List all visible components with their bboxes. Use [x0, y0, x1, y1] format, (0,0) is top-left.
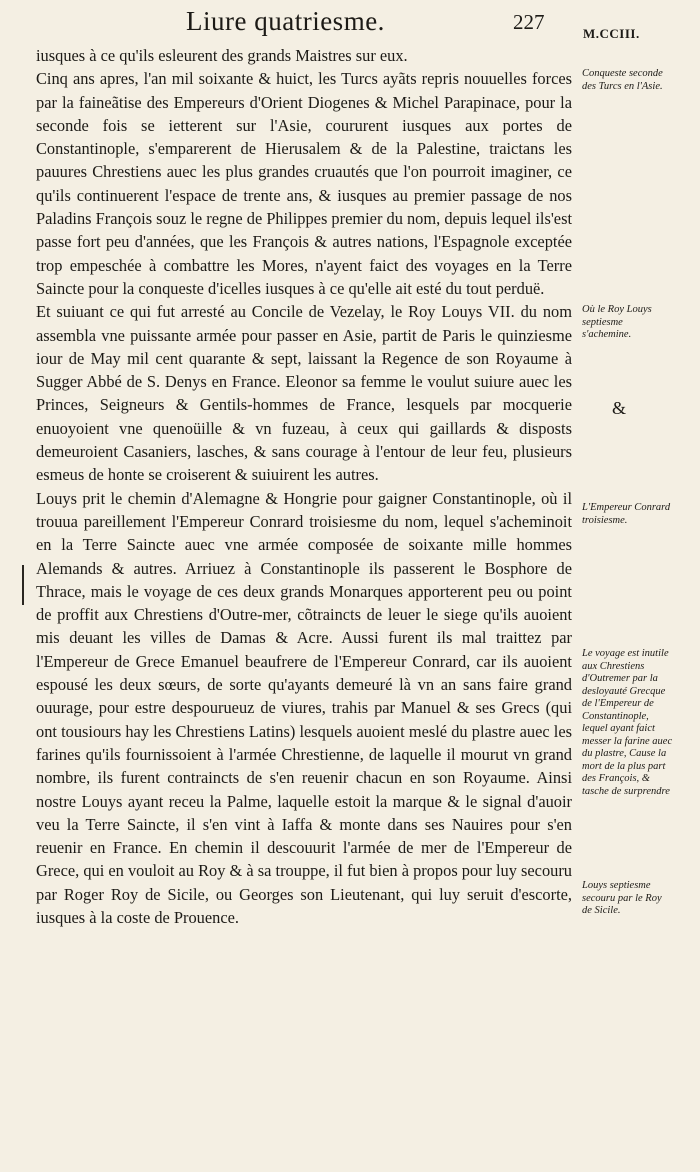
- sidenote-sicile: Louys septiesme secouru par le Roy de Sicile.: [582, 880, 662, 916]
- paragraph-conrard: Louys prit le chemin d'Alemagne & Hongrie pour gaigner Constantinople, où il trouua pareillement l'Empereur Conrard troisiesme du nom, lequel s'acheminoit en la Terre Saincte auec vne armée composée de soixante mille hommes Alemands & autres. Arriuez à Constantinople ils passerent le Bosphore de Thrace, mais le voyage de ces deux grands Monarques apporterent peu ou point de proffit aux Chrestiens d'Outre-mer, cõtraincts de leuer le siege qu'ils auoient mis deuant les villes de Damas & Acre. Aussi furent ils mal traittez par l'Empereur de Grece Emanuel beaufrere de l'Empereur Conrard, car ils auoient espousé les deux sœurs, de sorte qu'ayants demeuré là vn an sans faire grand ouurage, pour estre despourueuz de viures, trahis par Manuel & ses Grecs (qui ont tousiours hay les Chrestiens Latins) lesquels auoient meslé du plastre auec les farines qu'ils fournissoient à l'armée Chrestienne, de laquelle il mourut vn grand nombre, ils furent contraincts de s'en reuenir chacun en son Royaume. Ainsi nostre Louys ayant receu la Palme, laquelle estoit la marque & le signal d'auoir veu la Terre Saincte, il s'en vint à Iaffa & monte dans ses Nauires pour s'en reuenir en France. En chemin il descouurit l'armée de mer de l'Empereur de Grece, qui en vouloit au Roy & à sa trouppe, il fut bien à propos pour luy secouru par Roger Roy de Sicile, ou Georges son Lieutenant, qui luy seruit d'escorte, iusques à la coste de Prouence.: [36, 488, 572, 927]
- paragraph-turks: Cinq ans apres, l'an mil soixante & huict, les Turcs ayãts repris nouuelles forces par la faineãtise des Empereurs d'Orient Diogenes & Michel Parapinace, pour la seconde fois se ietterent sur l'Asie, coururent iusques aux portes de Constantinople, s'emparerent de Hierusalem & de la Palestine, traictans les pauures Chrestiens auec les plus grandes cruautés que l'on pourroit imaginer, ce qu'ils continuerent l'espace de trente ans, & iusques au premier passage de nos Paladins François souz le regne de Philippes premier du nom, depuis lequel ils'est passe fort peu d'années, que les François & autres nations, l'Espagnole exceptée trop empeschée à combattre les Mores, n'ayent faict des voyages en la Terre Saincte pour la conqueste d'icelles iusques à ce qu'elle ait esté du tout perduë.: [36, 69, 573, 298]
- paragraph-continuation: iusques à ce qu'ils esleurent des grands Maistres sur eux.: [36, 46, 408, 65]
- sidenote-ampersand: &: [612, 398, 627, 418]
- margin-mark: [22, 565, 24, 605]
- book-title: Liure quatriesme.: [186, 6, 385, 36]
- main-text: [36, 44, 572, 929]
- sidenote-turks: Conqueste seconde des Turcs en l'Asie.: [582, 68, 663, 92]
- paragraph-louys-vii: Et suiuant ce qui fut arresté au Concile de Vezelay, le Roy Louys VII. du nom assembla vne puissante armée pour passer en Asie, partit de Paris le quinziesme iour de May mil cent quarante & sept, laissant la Regence de son Royaume à Sugger Abbé de S. Denys en France. Eleonor sa femme le voulut suiure auec les Princes, Seigneurs & Gentils-hommes de France, lesquels par mocquerie enuoyoient vne quenoüille & vn fuzeau, à ceux qui gaillards & disposts demeuroient Casaniers, lasches, & sans courage à l'entour de leur feu, plusieurs esmeus de honte se croiserent & suiuirent les autres.: [36, 302, 572, 485]
- sidenote-louys: Où le Roy Louys septiesme s'achemine.: [582, 304, 652, 340]
- running-head: [0, 6, 700, 40]
- sidenote-conrard: L'Empereur Conrard troisiesme.: [582, 502, 671, 526]
- year-marker: M.CCIII.: [583, 26, 640, 41]
- sidenote-voyage: Le voyage est inutile aux Chrestiens d'Outremer par la desloyauté Grecque de l'Empereur de Constantinople, lequel ayant faict messer la farine auec du plastre, Cause la mort de la plus part des François, & tasche de surprendre: [582, 648, 673, 797]
- page-number: 227: [513, 10, 545, 34]
